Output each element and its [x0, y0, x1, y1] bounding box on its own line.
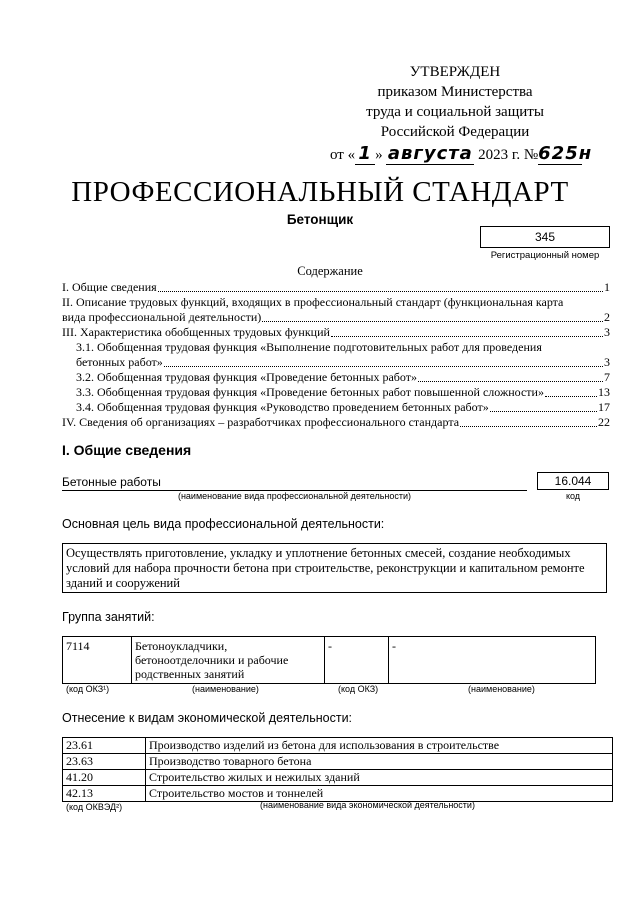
occupation-caption-name: (наименование)	[192, 684, 259, 694]
toc-item[interactable]: 3.2. Обобщенная трудовая функция «Проведение бетонных работ» 7	[76, 370, 610, 384]
order-number: 625н	[538, 143, 593, 164]
date-month: августа	[387, 143, 473, 164]
activity-code: 16.044	[537, 472, 609, 490]
goal-text: Осуществлять приготовление, укладку и уплотнение бетонных смесей, создание необходимых условий для набора прочности бетона при строительстве, реконструкции и капитальном ремонте зданий и сооружений	[62, 543, 607, 593]
approval-title: УТВЕРЖДЕН	[409, 64, 501, 80]
activity-name: Бетонные работы	[62, 475, 527, 491]
approval-date-line	[330, 143, 593, 165]
toc-item[interactable]: 3.3. Обобщенная трудовая функция «Проведение бетонных работ повышенной сложности» 13	[76, 385, 610, 399]
occupation-name-2: -	[389, 637, 596, 684]
approval-block	[330, 62, 593, 165]
toc-heading: Содержание	[297, 264, 363, 278]
section-heading: I. Общие сведения	[62, 442, 192, 458]
activity-code-caption: код	[565, 491, 581, 501]
occupation-caption-name-2: (наименование)	[468, 684, 535, 694]
econ-caption-code: (код ОКВЭД²)	[66, 802, 123, 812]
toc-item[interactable]: 3.1. Обобщенная трудовая функция «Выполнение подготовительных работ для проведения бетонных работ» 3	[76, 340, 610, 369]
occupation-code-1: 7114	[63, 637, 132, 684]
approval-line-3: труда и социальной защиты	[366, 104, 544, 120]
approval-line-2: приказом Министерства	[377, 84, 533, 100]
date-prefix: от «	[330, 147, 356, 163]
goal-label: Основная цель вида профессиональной деятельности:	[62, 517, 385, 531]
occupation-name-1: Бетоноукладчики, бетоноотделочники и рабочие родственных занятий	[132, 637, 325, 684]
date-day: 1	[355, 144, 375, 165]
toc-item[interactable]: III. Характеристика обобщенных трудовых функций 3	[62, 325, 610, 339]
date-year: 2023 г. №	[478, 147, 539, 163]
approval-line-4: Российской Федерации	[380, 124, 530, 140]
occupation-caption-code-2: (код ОКЗ)	[338, 684, 379, 694]
econ-caption-name: (наименование вида экономической деятельности)	[260, 800, 475, 810]
econ-label: Отнесение к видам экономической деятельности:	[62, 711, 353, 725]
toc-item[interactable]: II. Описание трудовых функций, входящих в профессиональный стандарт (функциональная карта вида профессиональной деятельности) 2	[62, 295, 610, 324]
occupation-label: Группа занятий:	[62, 610, 155, 624]
activity-name-caption: (наименование вида профессиональной деятельности)	[177, 491, 412, 501]
table-row: 23.61 Производство изделий из бетона для использования в строительстве	[63, 738, 613, 754]
document-subtitle: Бетонщик	[286, 212, 354, 227]
registration-number: 345	[480, 226, 610, 248]
toc-item[interactable]: 3.4. Обобщенная трудовая функция «Руководство проведением бетонных работ» 17	[76, 400, 610, 414]
occupation-caption-code: (код ОКЗ¹)	[66, 684, 110, 694]
occupation-code-2: -	[325, 637, 389, 684]
document-title: ПРОФЕССИОНАЛЬНЫЙ СТАНДАРТ	[71, 176, 569, 208]
table-row: 42.13 Строительство мостов и тоннелей	[63, 786, 613, 802]
toc-item[interactable]: IV. Сведения об организациях – разработчиках профессионального стандарта 22	[62, 415, 610, 429]
registration-label: Регистрационный номер	[490, 250, 600, 261]
table-row: 23.63 Производство товарного бетона	[63, 754, 613, 770]
table-of-contents	[62, 280, 610, 430]
econ-activities-table	[62, 737, 613, 802]
table-row: 41.20 Строительство жилых и нежилых зданий	[63, 770, 613, 786]
occupation-table	[62, 636, 596, 684]
toc-item[interactable]: I. Общие сведения 1	[62, 280, 610, 294]
date-mid: »	[375, 147, 383, 163]
